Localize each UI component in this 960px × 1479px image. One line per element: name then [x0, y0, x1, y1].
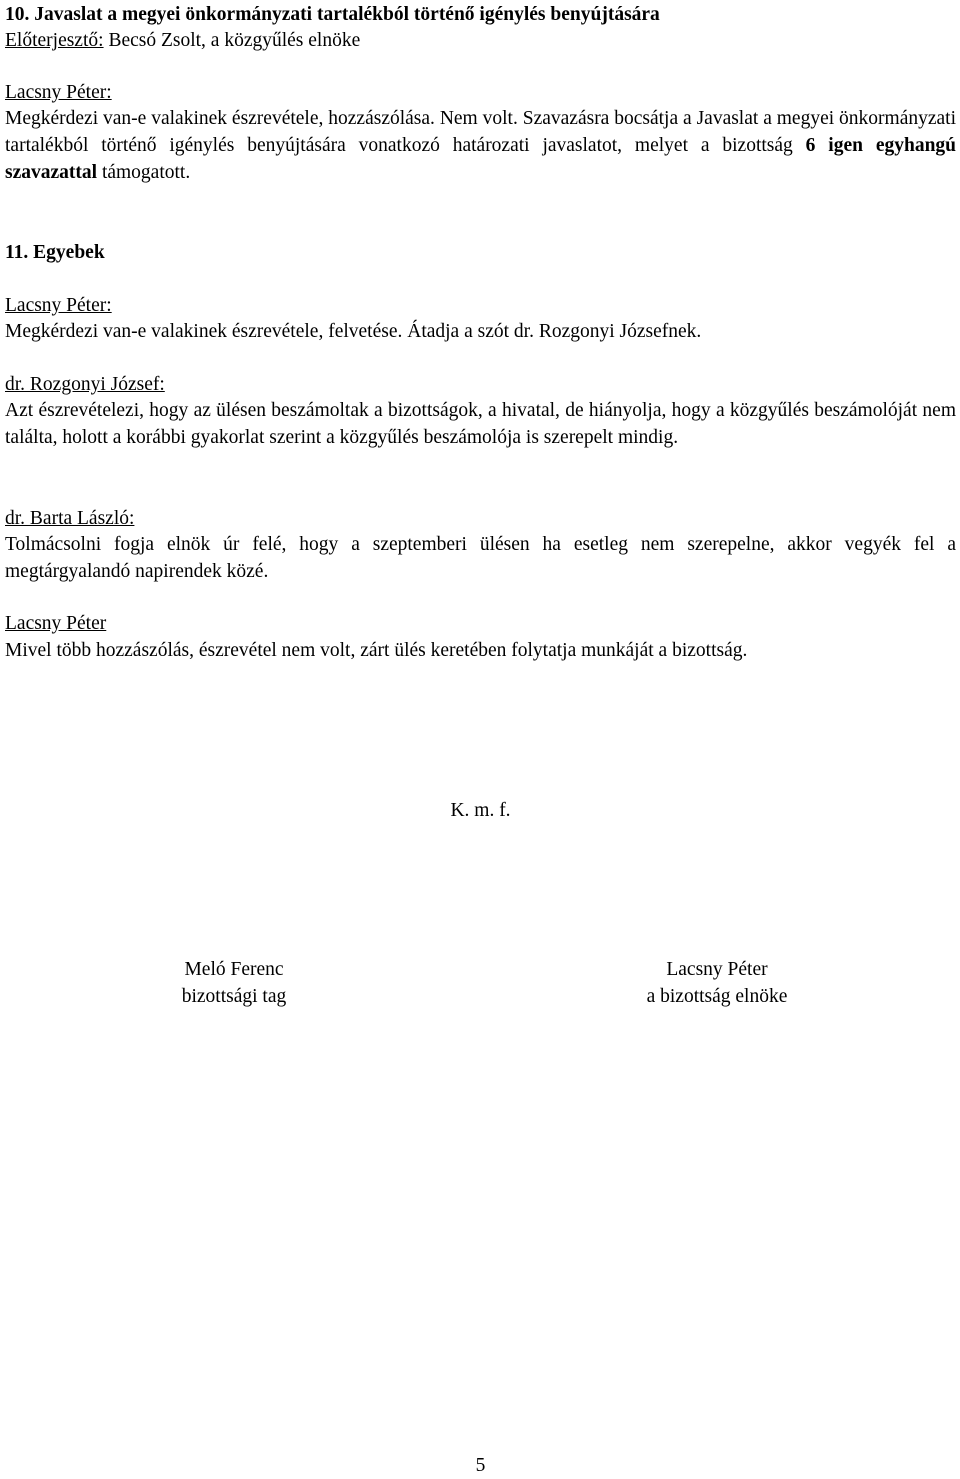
speaker-barta: dr. Barta László: [5, 508, 135, 529]
item-11-title: 11. Egyebek [5, 242, 105, 263]
closing-kmf: K. m. f. [450, 800, 511, 821]
speaker-lacsny-3: Lacsny Péter [5, 613, 107, 634]
item-10-text-a: Megkérdezi van-e valakinek észrevétele, hozzászólása. Nem volt. Szavazásra bocsátja a Javaslat a megyei önkormányzati tartalékból történő igénylés benyújtására vonatkozó határozati javaslatot, melyet a bizottság [5, 108, 956, 156]
item-11-text-4: Mivel több hozzászólás, észrevétel nem volt, zárt ülés keretében folytatja munkáját a bizottság. [5, 640, 748, 661]
item-11-text-3: Tolmácsolni fogja elnök úr felé, hogy a szeptemberi ülésen ha esetleg nem szerepelne, akkor vegyék fel a megtárgyalandó napirendek közé. [5, 534, 956, 582]
item-11-text-1: Megkérdezi van-e valakinek észrevétele, felvetése. Átadja a szót dr. Rozgonyi Józsefnek. [5, 321, 702, 342]
signature-left [104, 956, 364, 1010]
vote-result: 6 igen egyhangú szavazattal [5, 135, 957, 183]
signature-right [587, 956, 847, 1010]
signature-right-role: a bizottság elnöke [646, 986, 788, 1007]
presenter-value: Becsó Zsolt, a közgyűlés elnöke [103, 30, 361, 51]
signature-right-name: Lacsny Péter [666, 959, 768, 980]
item-11-text-2: Azt észrevételezi, hogy az ülésen beszámoltak a bizottságok, a hivatal, de hiányolja, hogy a közgyűlés beszámolóját nem találta, holott a korábbi gyakorlat szerint a közgyűlés beszámolója is szerepelt mindig. [5, 400, 956, 448]
speaker-rozgonyi: dr. Rozgonyi József: [5, 374, 165, 395]
item-10-title: 10. Javaslat a megyei önkormányzati tartalékból történő igénylés benyújtására [5, 4, 660, 25]
speaker-lacsny-1: Lacsny Péter: [5, 82, 112, 103]
signature-left-name: Meló Ferenc [184, 959, 284, 980]
presenter-line [5, 27, 956, 54]
presenter-label: Előterjesztő: [5, 30, 104, 51]
page-number: 5 [475, 1455, 486, 1476]
item-10-paragraph [5, 105, 956, 186]
speaker-lacsny-2: Lacsny Péter: [5, 295, 112, 316]
signature-left-role: bizottsági tag [181, 986, 287, 1007]
item-10-text-b: támogatott. [97, 162, 191, 183]
